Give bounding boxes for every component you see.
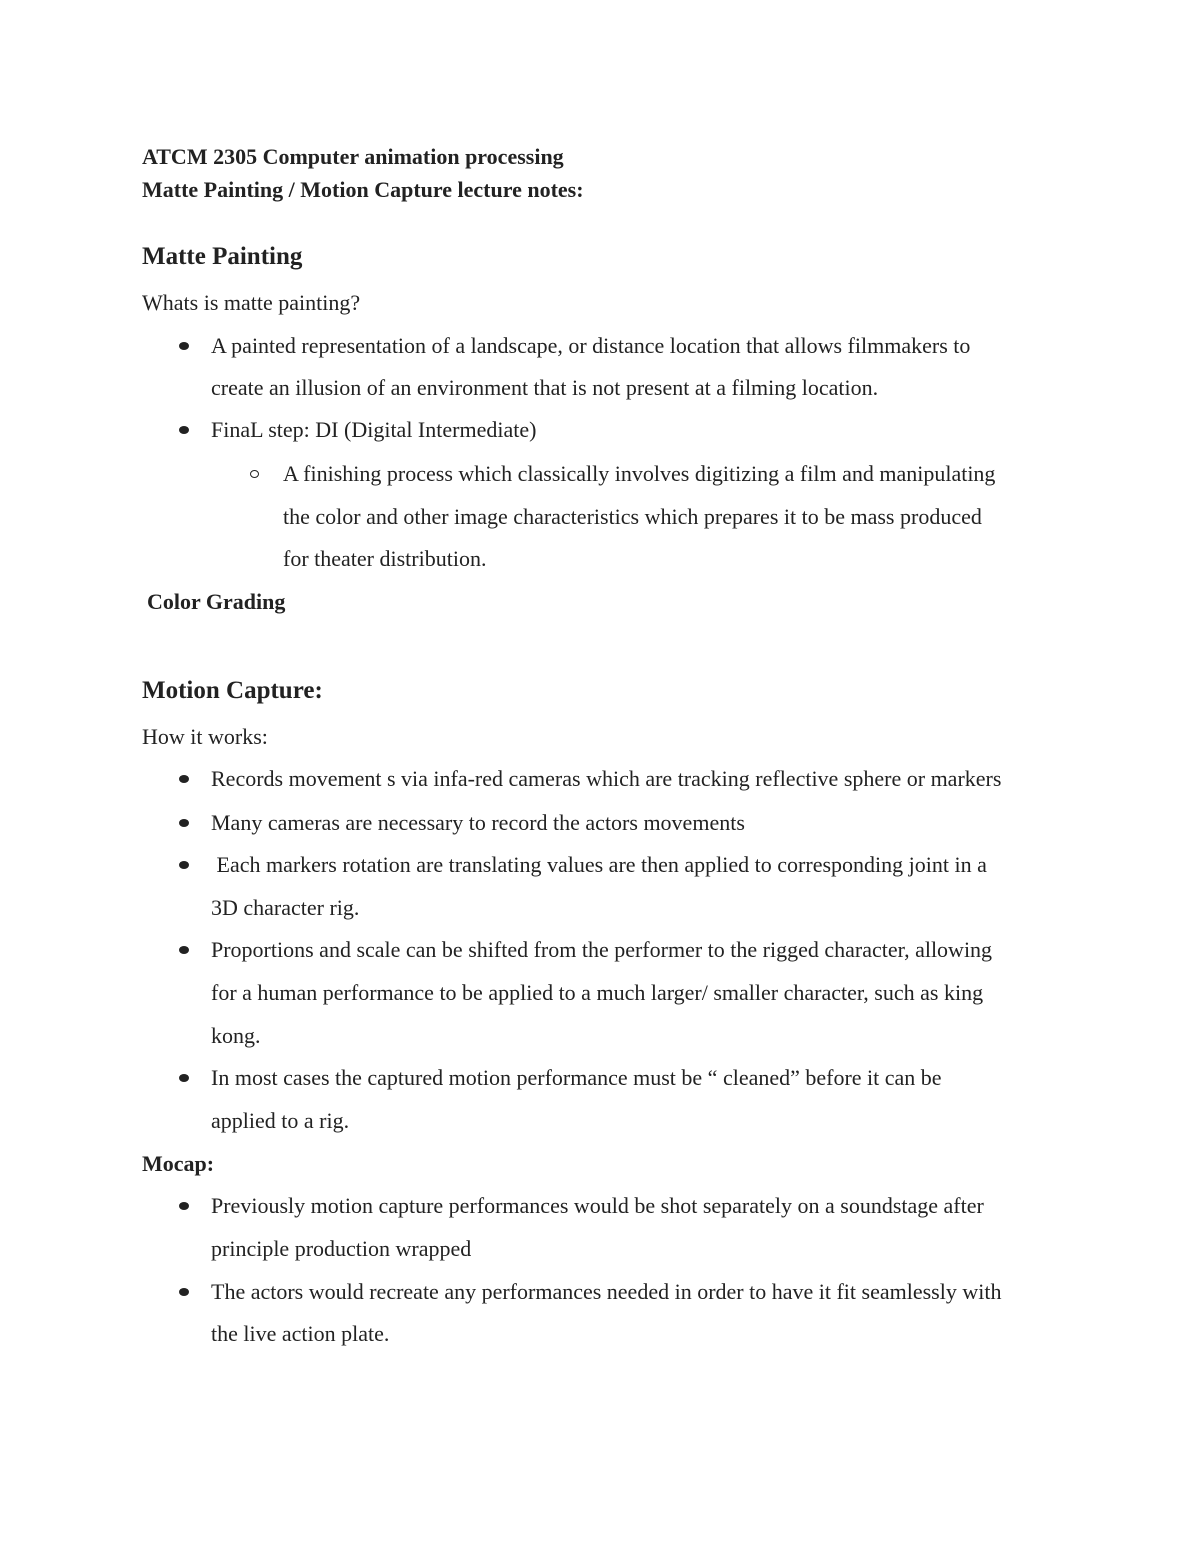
list-item: [0, 936, 1200, 964]
sub-list-item-text: A finishing process which classically involves digitizing a film and manipulating: [283, 461, 996, 486]
list-item: [0, 809, 1200, 837]
bullet-icon: [179, 1202, 189, 1210]
how-it-works-label: How it works:: [142, 724, 268, 749]
list-item-text: Many cameras are necessary to record the actors movements: [211, 810, 745, 835]
list-item-text: The actors would recreate any performances needed in order to have it fit seamlessly with: [211, 1279, 1002, 1304]
hollow-bullet-icon: [250, 470, 259, 478]
list-item-text: kong.: [211, 1023, 261, 1048]
list-item-text: A painted representation of a landscape, or distance location that allows filmmakers to: [211, 333, 971, 358]
list-item-text: applied to a rig.: [211, 1108, 350, 1133]
bullet-icon: [179, 342, 189, 350]
list-item-continuation: [0, 374, 1200, 402]
list-item-continuation: [0, 1107, 1200, 1135]
list-item-text: the live action plate.: [211, 1321, 390, 1346]
sub-list-item-continuation: [0, 545, 1200, 573]
list-item-continuation: [0, 1235, 1200, 1263]
motion-capture-heading: Motion Capture:: [142, 677, 323, 704]
list-item: [0, 1064, 1200, 1092]
list-item-text: FinaL step: DI (Digital Intermediate): [211, 417, 537, 442]
sub-list-item: [0, 460, 1200, 488]
list-item-text: 3D character rig.: [211, 895, 360, 920]
list-item-text: for a human performance to be applied to a much larger/ smaller character, such as king: [211, 980, 984, 1005]
mocap-heading: Mocap:: [142, 1151, 215, 1176]
bullet-icon: [179, 1288, 189, 1296]
list-item-text: Previously motion capture performances would be shot separately on a soundstage after: [211, 1193, 984, 1218]
bullet-icon: [179, 861, 189, 869]
color-grading-label: Color Grading: [147, 589, 286, 614]
bullet-icon: [179, 1074, 189, 1082]
list-item-text: Records movement s via infa-red cameras which are tracking reflective sphere or markers: [211, 766, 1002, 791]
list-item: [0, 765, 1200, 793]
list-item-continuation: [0, 1320, 1200, 1348]
list-item-text: create an illusion of an environment that is not present at a filming location.: [211, 375, 879, 400]
list-item: [0, 1192, 1200, 1220]
bullet-icon: [179, 426, 189, 434]
list-item: [0, 416, 1200, 444]
list-item: [0, 1278, 1200, 1306]
list-item-text: Each markers rotation are translating values are then applied to corresponding joint in a: [211, 852, 987, 877]
list-item-continuation: [0, 894, 1200, 922]
sub-list-item-text: for theater distribution.: [283, 546, 487, 571]
list-item: [0, 332, 1200, 360]
list-item-text: principle production wrapped: [211, 1236, 472, 1261]
bullet-icon: [179, 775, 189, 783]
sub-list-item-text: the color and other image characteristics which prepares it to be mass produced: [283, 504, 982, 529]
list-item-text: Proportions and scale can be shifted from the performer to the rigged character, allowing: [211, 937, 993, 962]
course-title: ATCM 2305 Computer animation processing: [142, 144, 564, 169]
list-item-text: In most cases the captured motion performance must be “ cleaned” before it can be: [211, 1065, 942, 1090]
bullet-icon: [179, 946, 189, 954]
list-item-continuation: [0, 1022, 1200, 1050]
bullet-icon: [179, 819, 189, 827]
list-item-continuation: [0, 979, 1200, 1007]
list-item: [0, 851, 1200, 879]
matte-painting-heading: Matte Painting: [142, 243, 303, 270]
sub-list-item-continuation: [0, 503, 1200, 531]
lecture-subtitle: Matte Painting / Motion Capture lecture notes:: [142, 177, 584, 202]
matte-painting-question: Whats is matte painting?: [142, 290, 361, 315]
